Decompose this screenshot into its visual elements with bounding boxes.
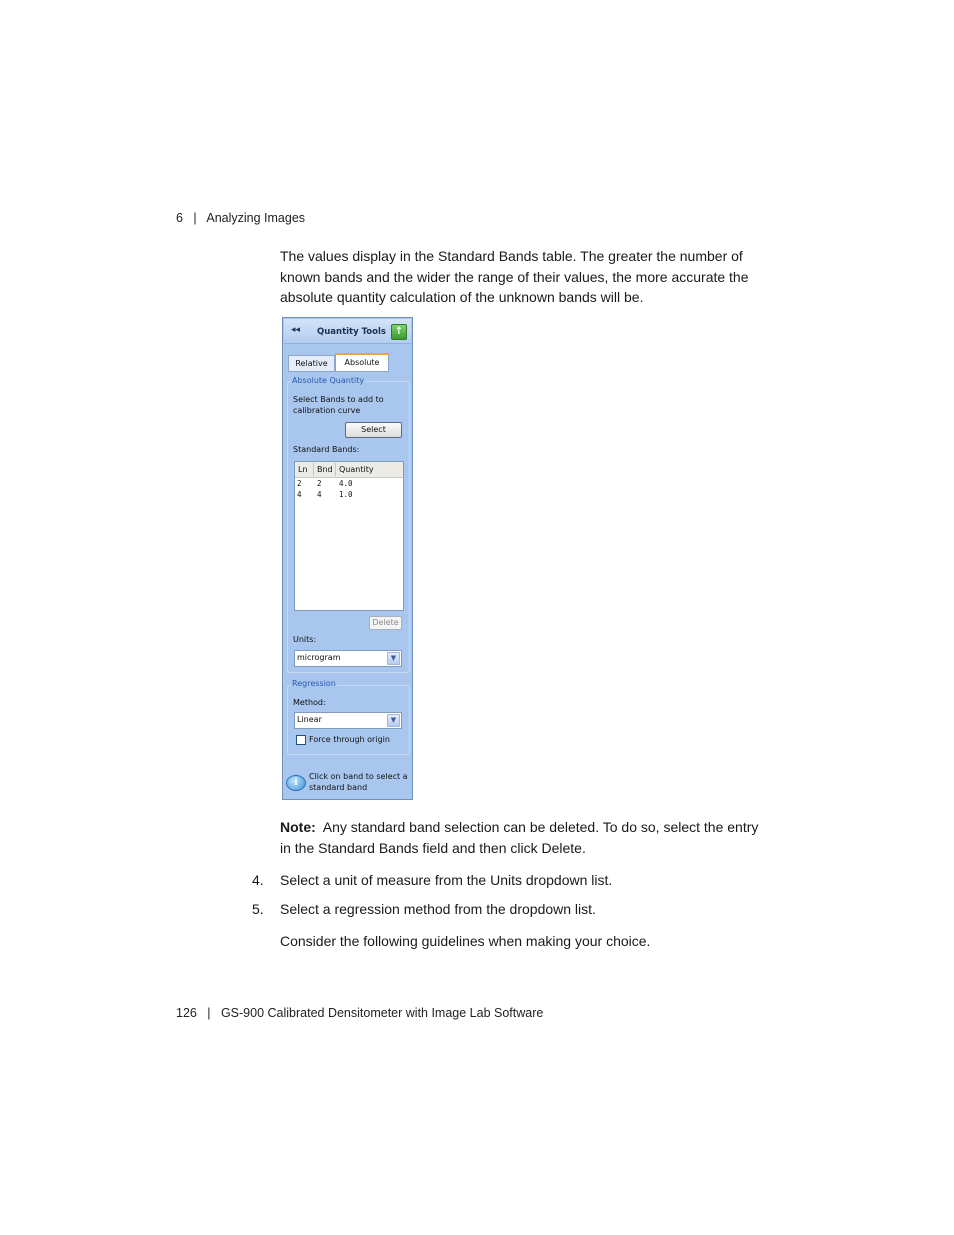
cell-bnd: 4 — [317, 490, 322, 499]
cell-bnd: 2 — [317, 479, 322, 488]
table-header — [295, 462, 403, 478]
delete-button[interactable]: Delete — [369, 616, 402, 630]
cell-ln: 4 — [297, 490, 302, 499]
note-label: Note: — [280, 819, 316, 835]
info-icon: i — [286, 775, 306, 791]
note-paragraph — [280, 817, 770, 858]
cell-ln: 2 — [297, 479, 302, 488]
footer-separator: | — [207, 1006, 211, 1020]
book-title: GS-900 Calibrated Densitometer with Image Lab Software — [220, 1006, 544, 1020]
regression-title: Regression — [292, 679, 336, 688]
chevron-down-icon[interactable]: ▼ — [387, 652, 400, 665]
chevron-down-icon[interactable]: ▼ — [387, 714, 400, 727]
units-dropdown[interactable] — [294, 650, 402, 667]
consider-paragraph: Consider the following guidelines when making your choice. — [280, 933, 651, 949]
cell-quantity: 4.0 — [339, 479, 353, 488]
step-text: Select a unit of measure from the Units dropdown list. — [280, 872, 613, 888]
units-label: Units: — [293, 635, 317, 644]
method-dropdown[interactable] — [294, 712, 402, 729]
force-origin-checkbox[interactable] — [296, 735, 306, 745]
page-number: 126 — [176, 1006, 197, 1020]
standard-bands-label: Standard Bands: — [293, 445, 360, 454]
method-label: Method: — [293, 698, 326, 707]
standard-bands-table[interactable] — [294, 461, 404, 611]
column-header-ln[interactable]: Ln — [298, 465, 308, 474]
cell-quantity: 1.0 — [339, 490, 353, 499]
info-text: Click on band to select a standard band — [309, 772, 408, 792]
select-button[interactable]: Select — [345, 422, 402, 438]
quantity-tools-panel — [282, 317, 413, 800]
note-text: Any standard band selection can be deleted. To do so, select the entry in the Standard Bands field and then click Delete. — [280, 819, 759, 856]
step-number: 5. — [252, 901, 264, 917]
header-separator: | — [193, 211, 197, 225]
panel-title-bar — [284, 319, 411, 344]
arrow-up-icon[interactable]: ↑ — [391, 324, 407, 340]
absolute-quantity-title: Absolute Quantity — [292, 376, 365, 385]
step-number: 4. — [252, 872, 264, 888]
tab-relative[interactable]: Relative — [288, 355, 335, 372]
panel-title: Quantity Tools — [317, 327, 386, 337]
tab-absolute[interactable]: Absolute — [335, 353, 389, 372]
collapse-icon[interactable]: ◂◂ — [291, 325, 301, 335]
chapter-number: 6 — [176, 211, 183, 225]
intro-paragraph: The values display in the Standard Bands table. The greater the number of known bands and the wider the range of their values, the more accurate the absolute quantity calculation of the unknown bands will be. — [280, 248, 749, 305]
column-header-bnd[interactable]: Bnd — [317, 465, 333, 474]
chapter-title: Analyzing Images — [206, 211, 306, 225]
force-origin-label: Force through origin — [309, 735, 390, 744]
running-header — [176, 211, 305, 225]
method-value: Linear — [297, 715, 322, 724]
select-bands-hint: Select Bands to add to calibration curve — [293, 395, 384, 415]
units-value: microgram — [297, 653, 341, 662]
running-footer — [176, 1006, 543, 1020]
column-header-quantity[interactable]: Quantity — [339, 465, 374, 474]
step-text: Select a regression method from the dropdown list. — [280, 901, 596, 917]
